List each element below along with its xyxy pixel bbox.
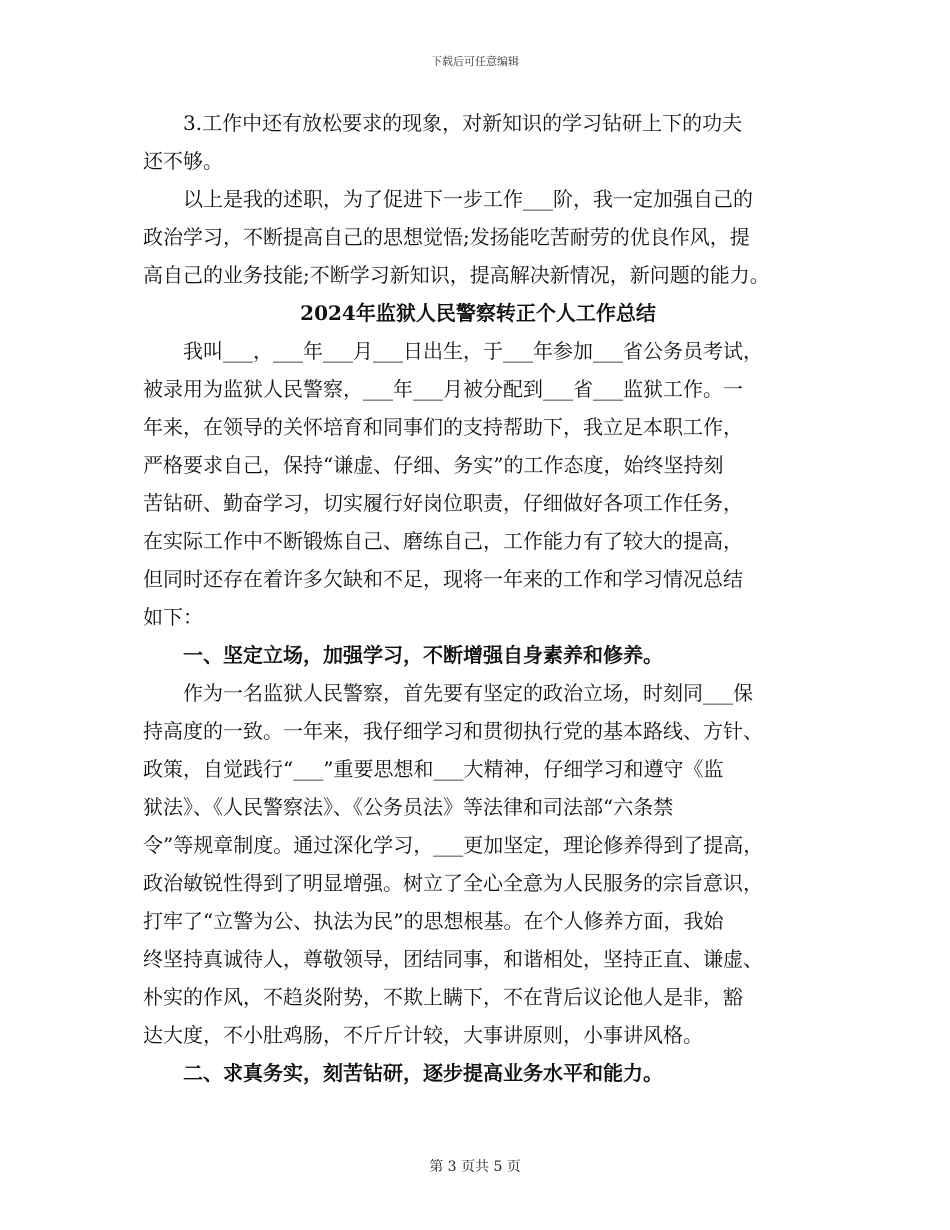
paragraph-line: 我叫___，___年___月___日出生，于___年参加___省公务员考试， (183, 339, 763, 363)
paragraph-line: 达大度，不小肚鸡肠，不斤斤计较，大事讲原则，小事讲风格。 (143, 1023, 703, 1047)
paragraph-line: 终坚持真诚待人，尊敬领导，团结同事，和谐相处，坚持正直、谦虚、 (143, 947, 763, 971)
paragraph-line: 狱法》、《人民警察法》、《公务员法》等法律和司法部“六条禁 (143, 795, 674, 819)
page-number: 第 3 页共 5 页 (429, 1159, 521, 1175)
paragraph-line: 朴实的作风，不趋炎附势，不欺上瞒下，不在背后议论他人是非，豁 (143, 985, 743, 1009)
paragraph-line: 如下： (143, 605, 203, 629)
paragraph-line: 令”等规章制度。通过深化学习，___更加坚定，理论修养得到了提高， (143, 833, 764, 857)
paragraph-line: 政治学习，不断提高自己的思想觉悟;发扬能吃苦耐劳的优良作风，提 (143, 225, 750, 249)
document-body (143, 104, 813, 1092)
header-note: 下载后可任意编辑 (431, 55, 519, 68)
paragraph-line: 持高度的一致。一年来，我仔细学习和贯彻执行党的基本路线、方针、 (143, 719, 763, 743)
paragraph-line: 苦钻研、勤奋学习，切实履行好岗位职责，仔细做好各项工作任务， (143, 491, 743, 515)
paragraph-line: 但同时还存在着许多欠缺和不足，现将一年来的工作和学习情况总结 (143, 567, 743, 591)
paragraph-line: 在实际工作中不断锻炼自己、磨练自己，工作能力有了较大的提高， (143, 529, 743, 553)
paragraph-line: 政策，自觉践行“___”重要思想和___大精神，仔细学习和遵守《监 (143, 757, 724, 781)
paragraph-line: 打牢了“立警为公、执法为民”的思想根基。在个人修养方面，我始 (143, 909, 724, 933)
paragraph-line: 被录用为监狱人民警察，___年___月被分配到___省___监狱工作。一 (143, 377, 743, 401)
paragraph-line: 高自己的业务技能;不断学习新知识，提高解决新情况，新问题的能力。 (143, 263, 770, 287)
section-heading: 二、求真务实，刻苦钻研，逐步提高业务水平和能力。 (183, 1061, 663, 1085)
section-heading: 一、坚定立场，加强学习，不断增强自身素养和修养。 (183, 643, 663, 667)
paragraph-line: 年来，在领导的关怀培育和同事们的支持帮助下，我立足本职工作， (143, 415, 743, 439)
section-title: 2024年监狱人民警察转正个人工作总结 (300, 301, 656, 325)
paragraph-line: 3.工作中还有放松要求的现象，对新知识的学习钻研上下的功夫 (183, 111, 743, 135)
paragraph-line: 严格要求自己，保持“谦虚、仔细、务实”的工作态度，始终坚持刻 (143, 453, 724, 477)
paragraph-line: 政治敏锐性得到了明显增强。树立了全心全意为人民服务的宗旨意识， (143, 871, 763, 895)
paragraph-line: 还不够。 (143, 149, 223, 173)
paragraph-line: 作为一名监狱人民警察，首先要有坚定的政治立场，时刻同___保 (183, 681, 753, 705)
paragraph-line: 以上是我的述职，为了促进下一步工作___阶，我一定加强自己的 (183, 187, 753, 211)
